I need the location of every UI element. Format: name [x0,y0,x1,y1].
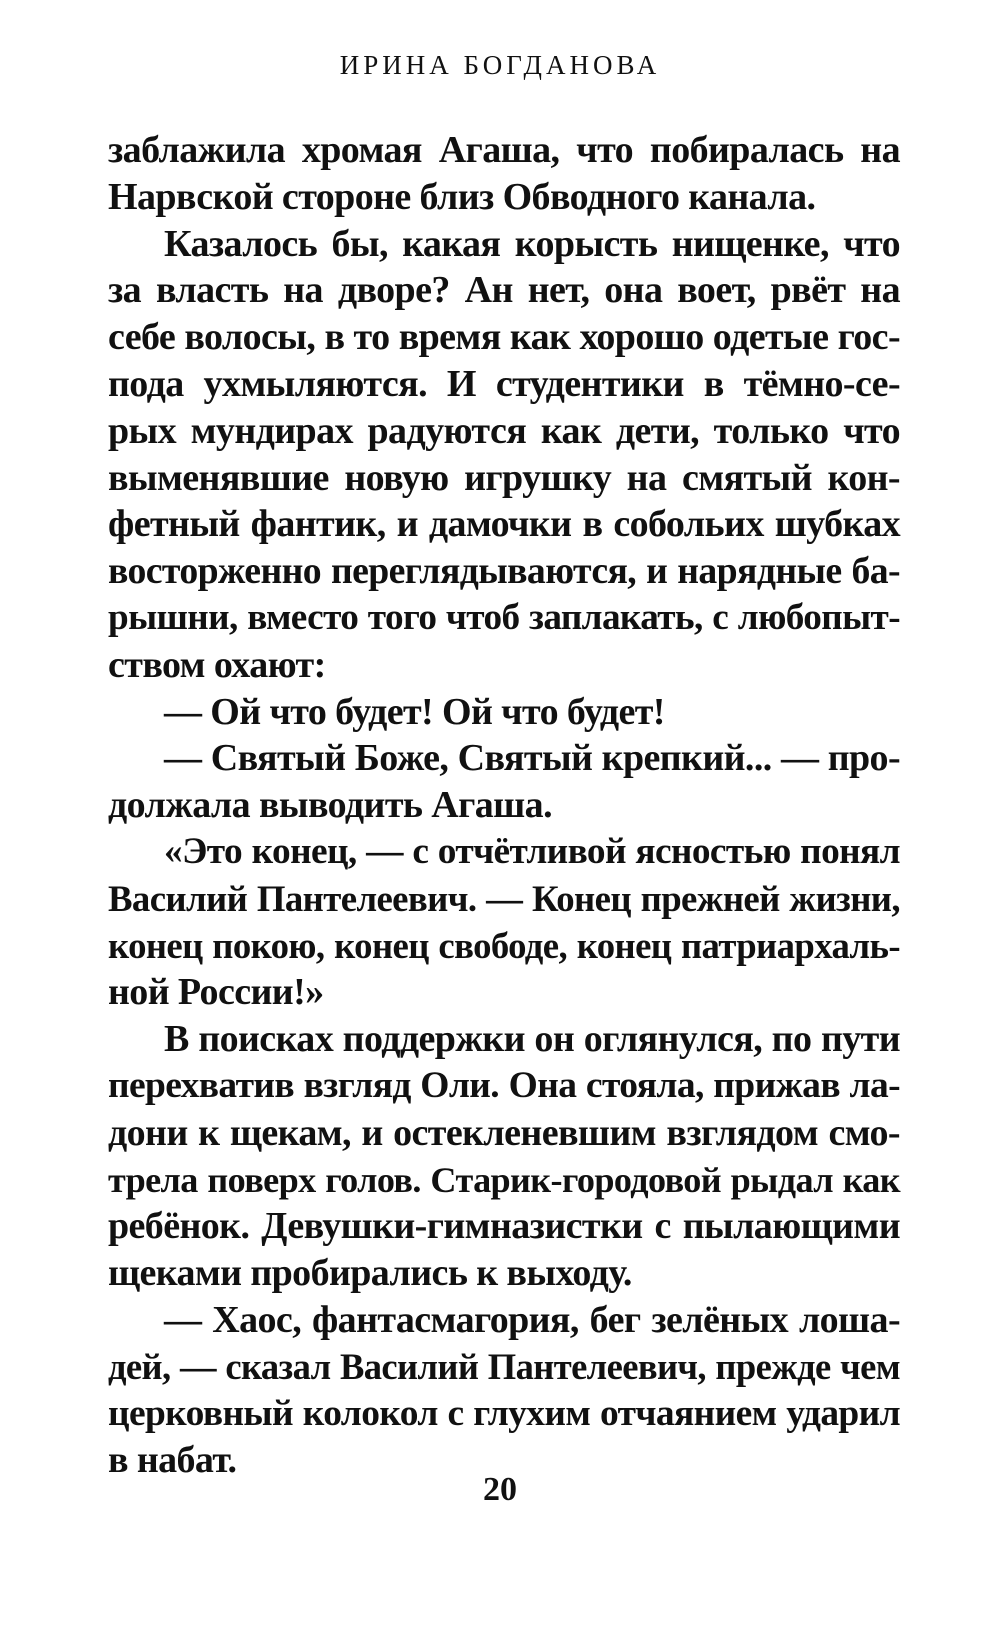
text-line: заблажила хромая Агаша, что побиралась на [108,129,900,171]
text-line: «Это конец, — с отчётливой ясностью понял [164,830,900,872]
running-head: ИРИНА БОГДАНОВА [339,50,661,80]
text-line: Василий Пантелеевич. — Конец прежней жизни, [108,877,900,919]
text-line: ной России!» [108,971,324,1014]
text-line: рышни, вместо того чтоб заплакать, с любопыт- [108,596,900,638]
text-line: должала выводить Агаша. [108,784,552,827]
text-line: себе волосы, в то время как хорошо одетые гос- [108,316,900,359]
text-line: — Хаос, фантасмагория, бег зелёных лоша- [164,1298,900,1341]
body-text [108,127,900,1484]
text-line: Казалось бы, какая корысть нищенке, что [164,222,900,265]
text-line: выменявшие новую игрушку на смятый кон- [108,456,900,499]
text-line: дони к щекам, и остекленевшим взглядом смо- [108,1111,900,1154]
text-line: восторженно переглядываются, и нарядные ба- [108,550,900,593]
text-line: рых мундирах радуются как дети, только что [108,409,900,452]
text-line: перехватив взгляд Оли. Она стояла, прижав ла- [108,1064,900,1106]
text-line: пода ухмыляются. И студентики в тёмно-се- [108,362,900,405]
text-line: ством охают: [108,643,326,686]
text-line: фетный фантик, и дамочки в собольих шубках [108,503,900,546]
text-line: — Ой что будет! Ой что будет! [164,690,665,733]
text-line: конец покою, конец свободе, конец патриархаль- [108,924,900,966]
text-line: в набат. [108,1439,237,1482]
text-line: Нарвской стороне близ Обводного канала. [108,175,816,218]
text-line: — Святый Боже, Святый крепкий... — про- [164,737,900,780]
text-line: дей, — сказал Василий Пантелеевич, прежде чем [108,1345,900,1387]
text-line: В поисках поддержки он оглянулся, по пути [164,1018,900,1061]
text-line: за власть на дворе? Ан нет, она воет, рвёт на [108,269,900,312]
page-number: 20 [483,1471,517,1508]
text-line: трела поверх голов. Старик-городовой рыдал как [108,1159,900,1200]
text-line: ребёнок. Девушки-гимназистки с пылающими [108,1205,900,1248]
text-line: церковный колокол с глухим отчаянием ударил [108,1392,900,1434]
text-line: щеками пробирались к выходу. [108,1252,632,1295]
